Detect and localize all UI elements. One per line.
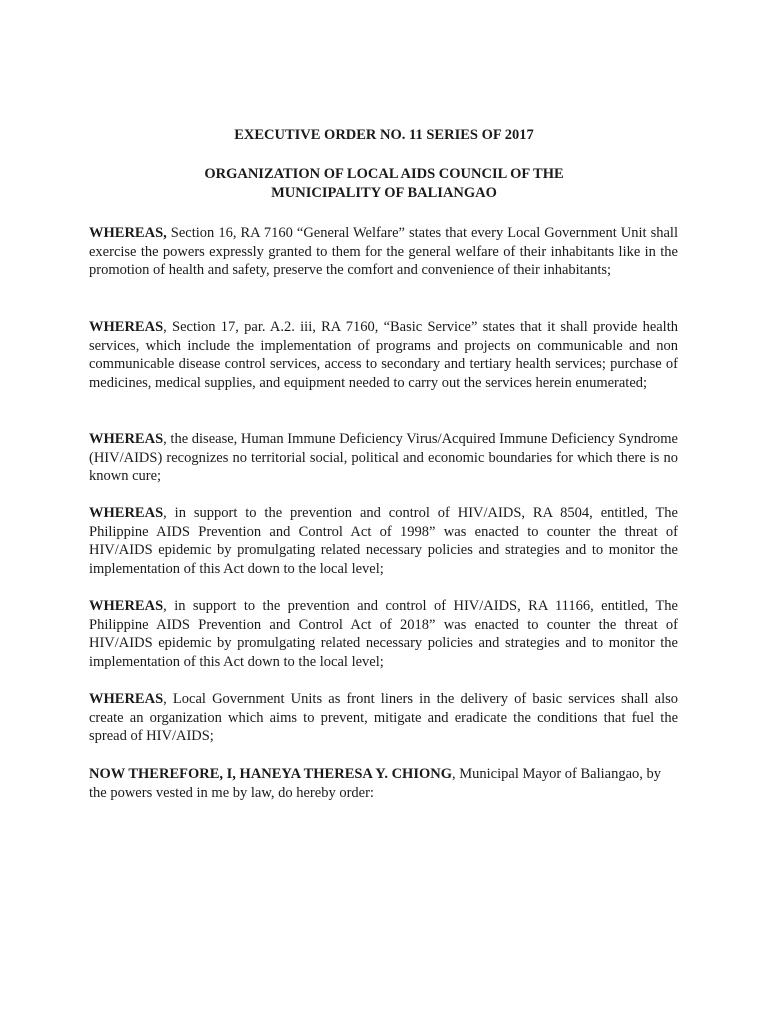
whereas-paragraph-ra-8504: [89, 504, 678, 578]
paragraph-lead: NOW THEREFORE, I, HANEYA THERESA Y. CHIONG: [89, 766, 453, 782]
paragraph-text: , the disease, Human Immune Deficiency Virus/Acquired Immune Deficiency Syndrome (HIV/AIDS) recognizes no territorial social, political and economic boundaries for which there is no known cure;: [89, 431, 678, 484]
paragraph-lead: WHEREAS: [89, 505, 164, 521]
paragraph-lead: WHEREAS,: [89, 225, 167, 241]
paragraph-lead: WHEREAS: [89, 691, 164, 707]
whereas-paragraph-hiv-aids: [89, 430, 678, 486]
whereas-paragraph-ra-11166: [89, 597, 678, 671]
executive-order-title: EXECUTIVE ORDER NO. 11 SERIES OF 2017: [234, 127, 534, 143]
whereas-paragraph-basic-service: [89, 318, 678, 392]
paragraph-text: , in support to the prevention and control of HIV/AIDS, RA 8504, entitled, The Philippine AIDS Prevention and Control Act of 1998” was enacted to counter the threat of HIV/AIDS epidemic by promulgating related necessary policies and strategies and to monitor the implementation of this Act down to the local level;: [89, 505, 678, 577]
paragraph-text: , Section 17, par. A.2. iii, RA 7160, “Basic Service” states that it shall provide health services, which include the implementation of programs and projects on communicable and non communicable disease control services, access to secondary and tertiary health services; purchase of medicines, medical supplies, and equipment needed to carry out the services herein enumerated;: [89, 319, 678, 391]
paragraph-lead: WHEREAS: [89, 598, 164, 614]
paragraph-lead: WHEREAS: [89, 319, 164, 335]
now-therefore-paragraph: [89, 765, 678, 802]
order-subject-line-2: MUNICIPALITY OF BALIANGAO: [271, 185, 497, 201]
paragraph-text: Section 16, RA 7160 “General Welfare” states that every Local Government Unit shall exercise the powers expressly granted to them for the general welfare of their inhabitants like in the promotion of health and safety, preserve the comfort and convenience of their inhabitants;: [89, 225, 678, 278]
paragraph-text: , in support to the prevention and control of HIV/AIDS, RA 11166, entitled, The Philippine AIDS Prevention and Control Act of 2018” was enacted to counter the threat of HIV/AIDS epidemic by promulgating related necessary policies and strategies and to monitor the implementation of this Act down to the local level;: [89, 598, 678, 670]
paragraph-text: , Municipal Mayor of Baliangao, by the powers vested in me by law, do hereby order:: [89, 766, 662, 801]
whereas-paragraph-general-welfare: [89, 224, 678, 280]
paragraph-lead: WHEREAS: [89, 431, 164, 447]
whereas-paragraph-lgu-organization: [89, 690, 678, 746]
order-subject-line-1: ORGANIZATION OF LOCAL AIDS COUNCIL OF THE: [204, 166, 564, 182]
paragraph-text: , Local Government Units as front liners in the delivery of basic services shall also create an organization which aims to prevent, mitigate and eradicate the conditions that fuel the spread of HIV/AIDS;: [89, 691, 678, 744]
